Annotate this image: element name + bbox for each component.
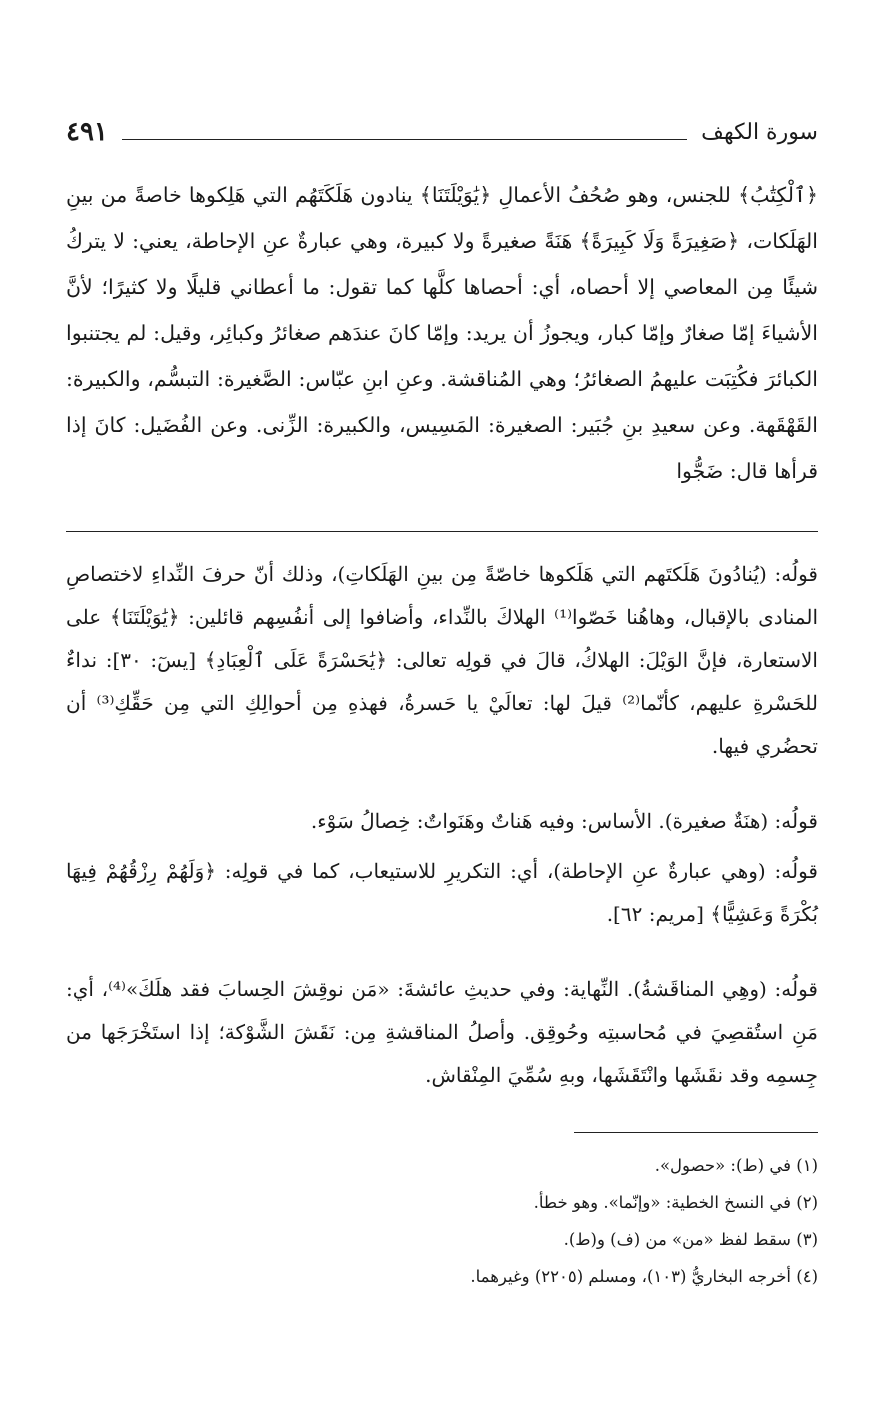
- footnote-divider: [574, 1132, 818, 1133]
- commentary-block-4: [66, 968, 818, 1097]
- surah-title: سورة الكهف: [701, 119, 818, 145]
- footnote: (١) في (ط): «حصول».: [654, 1156, 818, 1175]
- page-header: [66, 112, 818, 152]
- commentary-paragraph: قولُه: (يُنادُونَ هَلَكتَهم التي هَلَكوها خاصّةً مِن بينِ الهَلَكاتِ)، وذلك أنّ حرفَ النِّداءِ لاختصاصِ المنادى بالإقبال، وهاهُنا خَصّوا⁽¹⁾ الهلاكَ بالنِّداء، وأضافوا إلى أنفُسِهم قائلين: ﴿يَٰوَيْلَتَنَا﴾ على الاستعارة، فإنَّ الوَيْلَ: الهلاكُ، قالَ في قولِه تعالى: ﴿يَٰحَسْرَةً عَلَى ٱلْعِبَادِ﴾ [يسٓ: ٣٠]: نداءٌ للحَسْرةِ عليهم، كأنّما⁽²⁾ قيلَ لها: تعالَيْ يا حَسرةُ، فهذهِ مِن أحوالِكِ التي مِن حَقِّكِ⁽³⁾ أن تحضُري فيها.: [66, 562, 818, 758]
- commentary-paragraph: قولُه: (وهِي المناقَشةُ). النِّهاية: وفي حديثِ عائشةَ: «مَن نوقِشَ الحِسابَ فقد هلَكَ»⁽⁴⁾، أي: مَنِ استُقصِيَ في مُحاسبتِه وحُوقِق. وأصلُ المناقشةِ مِن: نَقَشَ الشَّوْكة؛ إذا استَخْرَجَها من جِسمِه وقد نقَشَها وانْتَقَشَها، وبهِ سُمِّيَ المِنْقاش.: [66, 977, 818, 1087]
- footnote: (٤) أخرجه البخاريُّ (١٠٣)، ومسلم (٢٢٠٥) وغيرهما.: [470, 1267, 818, 1286]
- commentary-paragraph: قولُه: (هنَةٌ صغيرة). الأساس: وفيه هَناتٌ وهَنَواتٌ: خِصالُ سَوْء.: [310, 809, 818, 833]
- footnote: (٣) سقط لفظ «من» من (ف) و(ط).: [563, 1230, 818, 1249]
- main-text: ﴿ٱلْكِتَٰبُ﴾ للجنس، وهو صُحُفُ الأعمالِ ﴿يَٰوَيْلَتَنَا﴾ ينادون هَلَكَتَهُم التي هَلِكوها خاصةً من بينِ الهَلَكات، ﴿صَغِيرَةً وَلَا كَبِيرَةً﴾ هَنَةً صغيرةً ولا كبيرة، وهي عبارةٌ عنِ الإحاطة، يعني: لا يتركُ شيئًا مِن المعاصي إلا أحصاه، أي: أحصاها كلَّها كما تقول: ما أعطاني قليلًا ولا كثيرًا؛ لأنَّ الأشياءَ إمّا صغارٌ وإمّا كبار، ويجوزُ أن يريد: وإمّا كانَ عندَهم صغائرُ وكبائِر، وقيل: لم يجتنبوا الكبائرَ فكُتِبَت عليهمُ الصغائرُ؛ وهي المُناقشة. وعنِ ابنِ عبّاس: الصَّغيرة: التبسُّم، والكبيرة: القَهْقَهة. وعن سعيدِ بنِ جُبَير: الصغيرة: المَسِيس، والكبيرة: الزِّنى. وعن الفُضَيل: كانَ إذا قرأها قال: ضَجُّوا: [66, 183, 818, 483]
- main-text-divider: [66, 531, 818, 532]
- commentary-block-3: [66, 850, 818, 936]
- footnotes: [66, 1147, 818, 1295]
- commentary-paragraph: قولُه: (وهي عبارةٌ عنِ الإحاطة)، أي: التكريرِ للاستيعاب، كما في قولِه: ﴿وَلَهُمْ رِزْقُهُمْ فِيهَا بُكْرَةً وَعَشِيًّا﴾ [مريم: ٦٢].: [66, 859, 818, 926]
- commentary-block-2: [66, 800, 818, 843]
- commentary-block-1: [66, 553, 818, 768]
- page-number: ٤٩١: [66, 117, 108, 147]
- header-rule: [122, 139, 687, 140]
- footnote: (٢) في النسخ الخطية: «وإنّما». وهو خطأ.: [533, 1193, 818, 1212]
